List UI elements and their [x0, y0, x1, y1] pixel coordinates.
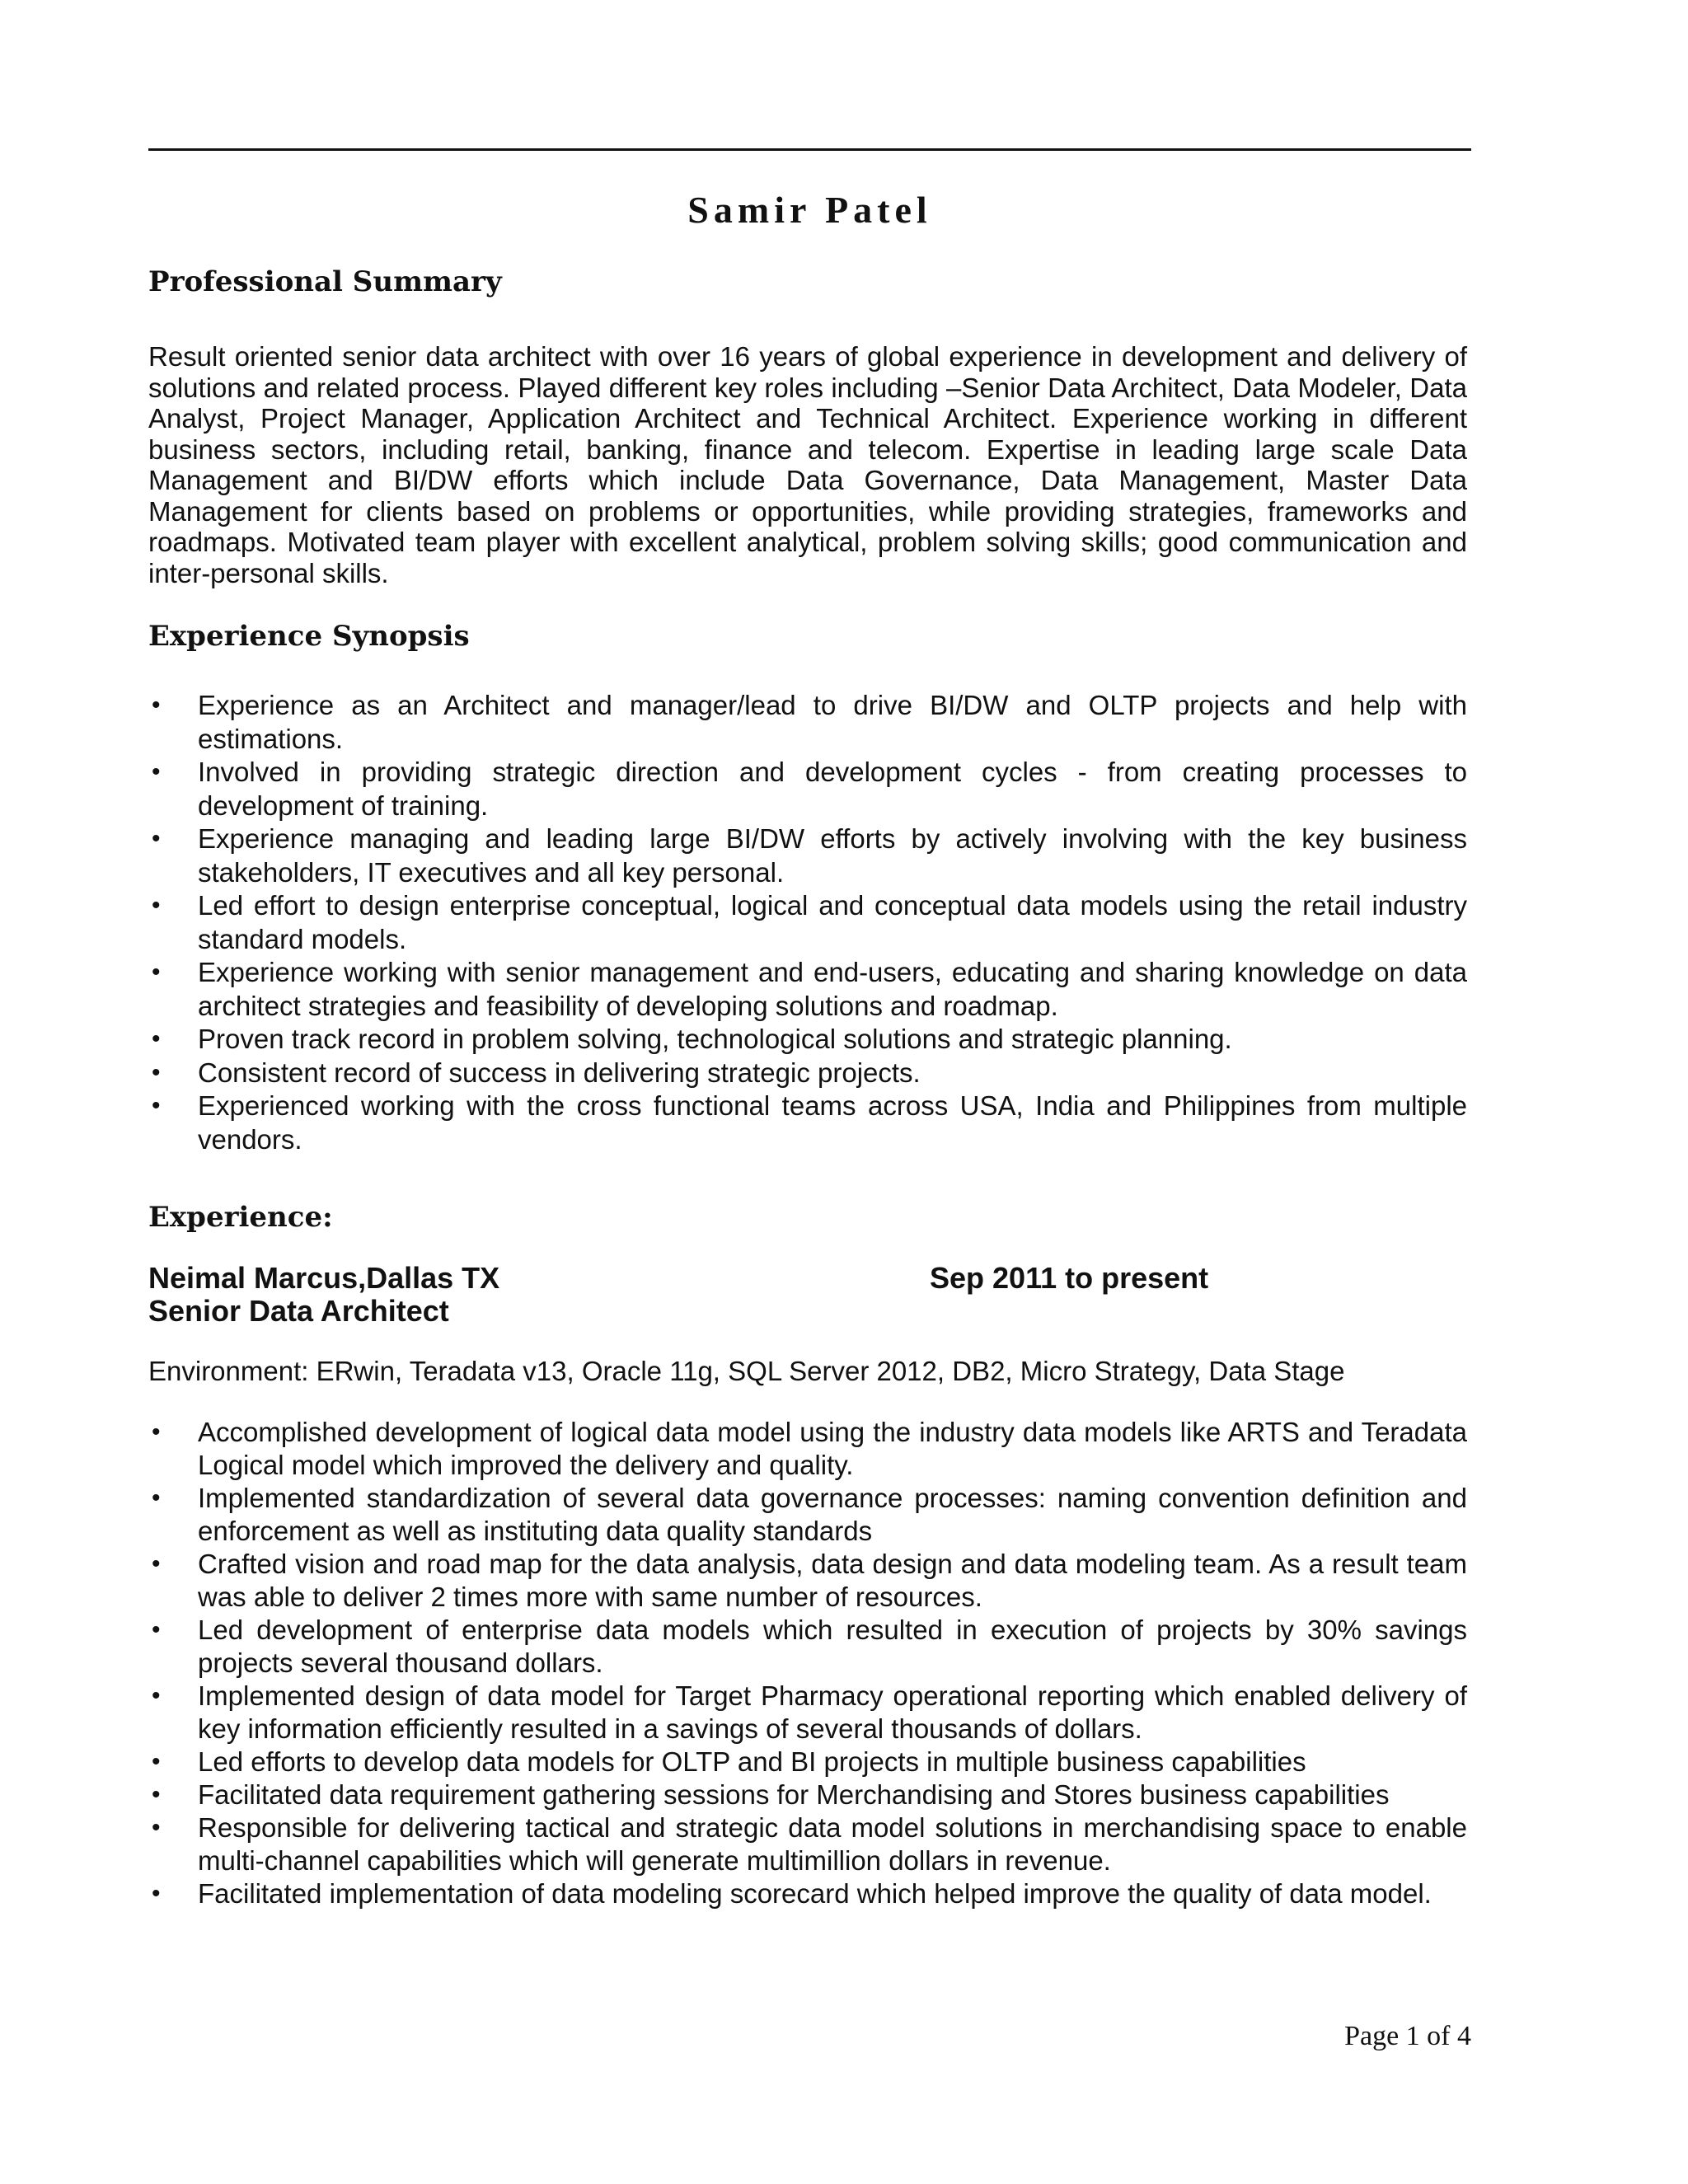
- job-responsibilities-list: [148, 1416, 1467, 1910]
- list-item: • Experienced working with the cross functional teams across USA, India and Philippines from multiple vendors.: [152, 1090, 1467, 1155]
- bullet-icon: •: [152, 758, 161, 785]
- list-item: • Facilitated data requirement gathering sessions for Merchandising and Stores business capabilities: [152, 1779, 1390, 1810]
- bullet-icon: •: [152, 1616, 161, 1643]
- synopsis-heading: Experience Synopsis: [148, 620, 470, 653]
- list-item: • Responsible for delivering tactical and strategic data model solutions in merchandising space to enable multi-channel capabilities which will generate multimillion dollars in revenue.: [152, 1812, 1467, 1876]
- bullet-icon: •: [152, 691, 161, 719]
- list-item: • Implemented standardization of several data governance processes: naming convention definition and enforcement as well as instituting data quality standards: [152, 1483, 1467, 1546]
- bullet-icon: •: [152, 1550, 161, 1577]
- list-item: • Implemented design of data model for Target Pharmacy operational reporting which enabled delivery of key information efficiently resulted in a savings of several thousands of dollars.: [152, 1680, 1467, 1744]
- summary-heading: Professional Summary: [148, 265, 502, 298]
- experience-heading: Experience:: [148, 1201, 333, 1234]
- bullet-icon: •: [152, 1748, 161, 1775]
- bullet-icon: •: [152, 1058, 161, 1086]
- bullet-icon: •: [152, 1880, 161, 1907]
- bullet-icon: •: [152, 1781, 161, 1808]
- list-item: • Experience working with senior management and end-users, educating and sharing knowledge on data architect strategies and feasibility of developing solutions and roadmap.: [152, 957, 1467, 1021]
- list-item: • Accomplished development of logical data model using the industry data models like ARTS and Teradata Logical model which improved the delivery and quality.: [152, 1417, 1467, 1480]
- bullet-icon: •: [152, 1814, 161, 1841]
- list-item: • Experience as an Architect and manager/lead to drive BI/DW and OLTP projects and help with estimations.: [152, 690, 1467, 754]
- list-item: • Involved in providing strategic direction and development cycles - from creating processes to development of training.: [152, 757, 1467, 821]
- bullet-icon: •: [152, 1682, 161, 1709]
- bullet-icon: •: [152, 1092, 161, 1119]
- bullet-icon: •: [152, 1025, 161, 1052]
- synopsis-list: [148, 689, 1467, 1156]
- bullet-icon: •: [152, 825, 161, 852]
- candidate-name: Samir Patel: [687, 189, 932, 231]
- list-item: • Experience managing and leading large BI/DW efforts by actively involving with the key business stakeholders, IT executives and all key personal.: [152, 823, 1467, 888]
- list-item: • Led efforts to develop data models for OLTP and BI projects in multiple business capabilities: [152, 1746, 1306, 1777]
- list-item: • Crafted vision and road map for the data analysis, data design and data modeling team. As a result team was able to deliver 2 times more with same number of resources.: [152, 1549, 1467, 1612]
- list-item: • Led effort to design enterprise conceptual, logical and conceptual data models using the retail industry standard models.: [152, 890, 1467, 954]
- bullet-icon: •: [152, 958, 161, 986]
- job-dates: Sep 2011 to present: [930, 1261, 1209, 1295]
- header-rule: [148, 148, 1471, 151]
- bullet-icon: •: [152, 892, 161, 919]
- bullet-icon: •: [152, 1418, 161, 1446]
- list-item: • Facilitated implementation of data modeling scorecard which helped improve the quality of data model.: [152, 1878, 1432, 1909]
- list-item: • Proven track record in problem solving, technological solutions and strategic planning.: [148, 1023, 1467, 1057]
- job-environment: Environment: ERwin, Teradata v13, Oracle 11g, SQL Server 2012, DB2, Micro Strategy, Data Stage: [148, 1356, 1345, 1386]
- summary-text: Result oriented senior data architect with over 16 years of global experience in development and delivery of solutions and related process. Played different key roles including –Senior Data Architect, Data Modeler, Data Analyst, Project Manager, Application Architect and Technical Architect. Experience working in different business sectors, including retail, banking, finance and telecom. Expertise in leading large scale Data Management and BI/DW efforts which include Data Governance, Data Management, Master Data Management for clients based on problems or opportunities, while providing strategies, frameworks and roadmaps. Motivated team player with excellent analytical, problem solving skills; good communication and inter-personal skills.: [148, 341, 1467, 588]
- job-company: Neimal Marcus,Dallas TX: [148, 1261, 500, 1295]
- list-item: • Led development of enterprise data models which resulted in execution of projects by 30% savings projects several thousand dollars.: [152, 1615, 1467, 1678]
- page-number: Page 1 of 4: [1344, 2021, 1471, 2051]
- job-title: Senior Data Architect: [148, 1294, 449, 1328]
- list-item: • Consistent record of success in delivering strategic projects.: [148, 1057, 1467, 1090]
- bullet-icon: •: [152, 1484, 161, 1511]
